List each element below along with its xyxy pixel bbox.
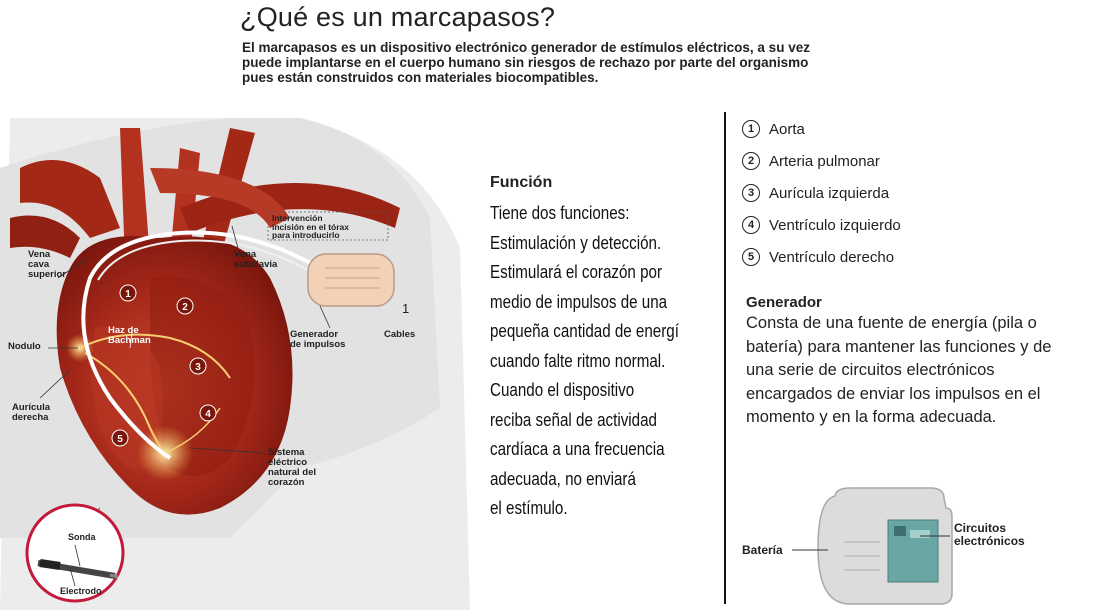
label-bateria: Batería — [742, 543, 783, 557]
intro-paragraph: El marcapasos es un dispositivo electrónico generador de estímulos eléctricos, a su vez puede implantarse en el cuerpo humano sin riesgos de rechazo por parte del organismo pues están construidos con materiales biocompatibles. — [242, 40, 810, 85]
column-divider — [724, 112, 726, 604]
page-title: ¿Qué es un marcapasos? — [240, 2, 556, 32]
label-sistema-electrico: Sistema eléctrico natural del corazón — [268, 447, 317, 488]
funcion-body — [490, 198, 705, 523]
part-name: Ventrículo derecho — [769, 248, 895, 266]
label-cables: Cables — [384, 329, 416, 340]
funcion-line: Tiene dos funciones: — [490, 202, 630, 223]
marker-4: 4 — [205, 409, 211, 420]
label-haz-bachman: Haz de Bachman — [108, 325, 151, 346]
number-badge: 2 — [742, 152, 760, 170]
funcion-line: Cuando el dispositivo — [490, 379, 635, 400]
list-item — [742, 209, 901, 241]
list-item — [742, 177, 901, 209]
funcion-line: cardíaca a una frecuencia — [490, 438, 665, 459]
marker-2: 2 — [182, 302, 188, 313]
funcion-line: Estimulará el corazón por — [490, 261, 663, 282]
number-badge: 3 — [742, 184, 760, 202]
generador-title: Generador — [746, 294, 822, 311]
number-badge: 5 — [742, 248, 760, 266]
part-name: Arteria pulmonar — [769, 152, 880, 170]
label-generador-impulsos: Generador de impulsos — [290, 329, 346, 350]
funcion-line: el estímulo. — [490, 497, 568, 518]
list-item — [742, 145, 901, 177]
label-electrodo: Electrodo — [60, 586, 102, 596]
funcion-title: Función — [490, 174, 553, 191]
list-item — [742, 113, 901, 145]
funcion-line: reciba señal de actividad — [490, 408, 657, 430]
label-sonda: Sonda — [68, 532, 96, 542]
label-nodulo: Nodulo — [8, 341, 41, 352]
label-intervencion: Intervención incisión en el tórax para introducirlo — [272, 213, 349, 240]
label-auricula-derecha: Aurícula derecha — [12, 402, 51, 423]
number-badge: 1 — [742, 120, 760, 138]
funcion-line: cuando falte ritmo normal. — [490, 349, 666, 371]
marker-1: 1 — [125, 289, 131, 300]
part-name: Ventrículo izquierdo — [769, 216, 901, 234]
list-item — [742, 241, 901, 273]
funcion-line: medio de impulsos de una — [490, 290, 668, 312]
label-vena-cava: Vena cava superior — [28, 249, 67, 280]
marker-5: 5 — [117, 434, 123, 445]
generador-body: Consta de una fuente de energía (pila o batería) para mantener las funciones y de una serie de circuitos electrónicos encargados de enviar los impulsos en el momento y en la forma adecuada. — [746, 314, 1052, 426]
heart-parts-list — [742, 113, 901, 273]
funcion-line: pequeña cantidad de energí — [490, 320, 679, 341]
label-cables-number: 1 — [402, 301, 410, 316]
number-badge: 4 — [742, 216, 760, 234]
marker-3: 3 — [195, 362, 201, 373]
heart-illustration — [0, 108, 470, 610]
label-vena-subclavia: Vena subclavia — [234, 249, 278, 270]
part-name: Aorta — [769, 120, 805, 138]
pacemaker-illustration — [740, 486, 1080, 606]
pacemaker-drawing — [740, 486, 1080, 606]
funcion-line: Estimulación y detección. — [490, 231, 662, 253]
label-circuitos: Circuitos electrónicos — [954, 521, 1025, 548]
part-name: Aurícula izquierda — [769, 184, 890, 202]
funcion-line: adecuada, no enviará — [490, 467, 636, 489]
